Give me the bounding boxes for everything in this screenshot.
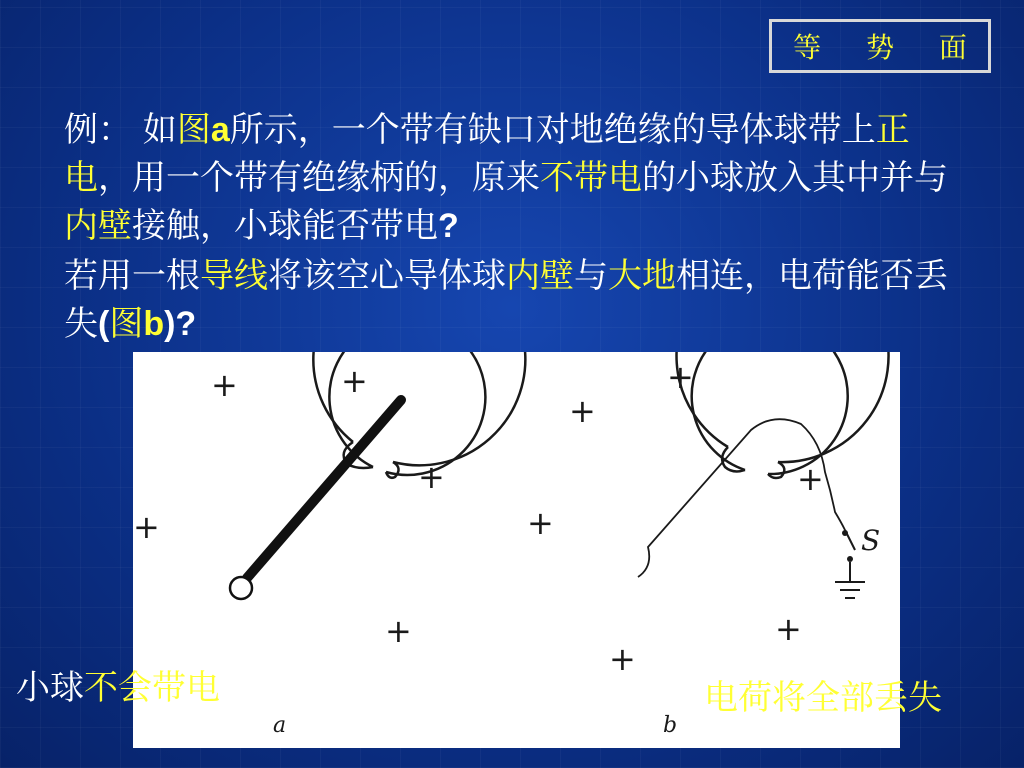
caption-left-part: 小球 xyxy=(16,668,84,708)
highlight-segment: 不带电 xyxy=(540,158,642,198)
text-segment: )? xyxy=(164,305,197,343)
plus-sign: + xyxy=(133,508,160,546)
question-paragraph-1 xyxy=(64,106,954,250)
text-segment: 与 xyxy=(574,256,608,296)
highlight-segment: 正电 xyxy=(64,110,910,198)
slide-title: 等 势 面 xyxy=(793,31,985,64)
text-segment: ( xyxy=(98,305,110,343)
plus-sign: + xyxy=(527,504,554,542)
highlight-segment: 大地 xyxy=(608,256,676,296)
text-segment: 将该空心导体球 xyxy=(268,256,506,296)
plus-sign: + xyxy=(211,366,238,404)
caption-right: 电荷将全部丢失 xyxy=(704,678,942,718)
plus-sign: + xyxy=(797,460,824,498)
plus-sign: + xyxy=(609,640,636,678)
ground-wire xyxy=(638,419,845,577)
highlight-segment: 图 xyxy=(176,110,211,150)
ground-symbol xyxy=(835,582,865,598)
small-ball xyxy=(230,577,252,599)
title-box xyxy=(769,19,991,73)
switch-contact xyxy=(842,530,848,536)
text-segment: 相连，电荷能否丢失 xyxy=(64,256,948,344)
text-segment: ，用一个带有绝缘柄的，原来 xyxy=(98,158,540,198)
text-segment: 所示，一个带有缺口对地绝缘的导体球带上 xyxy=(229,110,876,150)
switch-label: S xyxy=(861,524,881,557)
highlight-segment: 内壁 xyxy=(506,256,574,296)
insulated-handle xyxy=(247,400,401,578)
question-paragraph-2 xyxy=(64,252,954,348)
figure-b-label: b xyxy=(663,713,678,738)
plus-sign: + xyxy=(775,610,802,648)
text-segment: 若用一根 xyxy=(64,256,200,296)
text-segment: 的小球放入其中并与 xyxy=(642,158,948,198)
figure-a-label: a xyxy=(273,713,287,738)
highlight-segment: 图 xyxy=(109,304,144,344)
caption-left xyxy=(16,660,220,709)
plus-sign: + xyxy=(418,458,445,496)
plus-sign: + xyxy=(569,392,596,430)
switch-contact xyxy=(847,556,853,562)
shell-b xyxy=(677,352,889,478)
highlight-segment: 导线 xyxy=(200,256,268,296)
text-segment: 例： 如 xyxy=(64,110,177,150)
plus-sign: + xyxy=(667,358,694,396)
text-segment: ? xyxy=(438,207,459,245)
plus-sign: + xyxy=(341,362,368,400)
plus-sign: + xyxy=(385,612,412,650)
highlight-segment: b xyxy=(143,305,165,343)
highlight-segment: 内壁 xyxy=(64,206,132,246)
caption-left-highlight: 不会带电 xyxy=(84,668,220,708)
text-segment: 接触，小球能否带电 xyxy=(132,206,438,246)
highlight-segment: a xyxy=(210,111,230,149)
